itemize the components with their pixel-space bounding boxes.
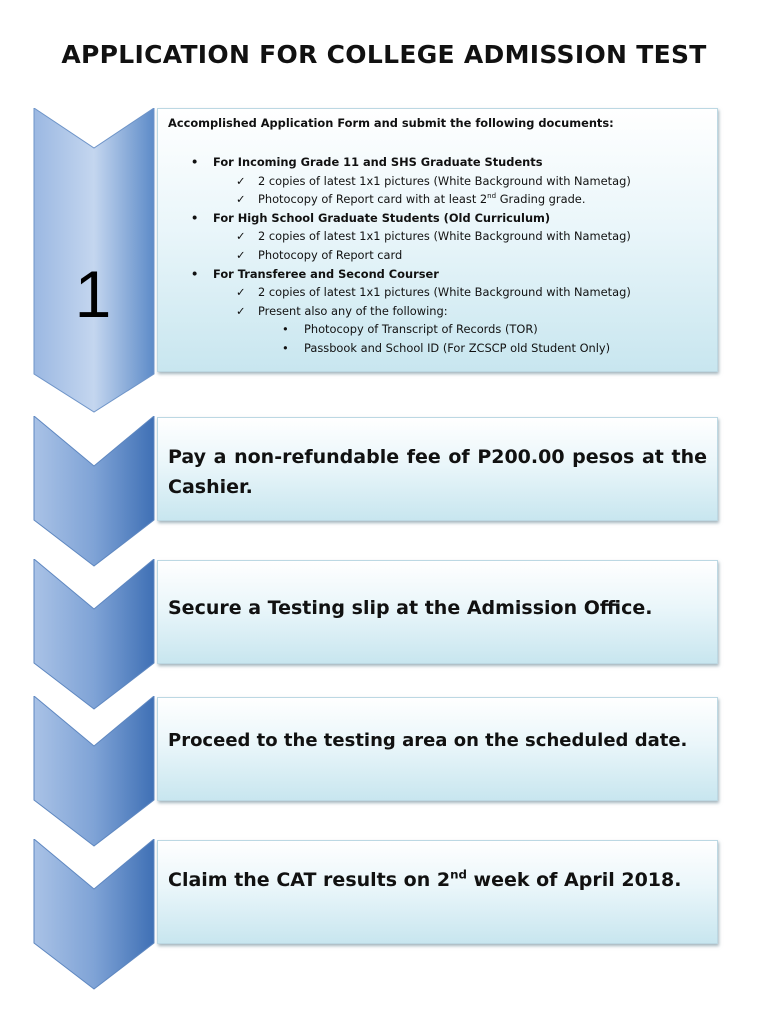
group-title: For Transferee and Second Courser — [213, 266, 439, 281]
bullet-icon: • — [191, 266, 199, 281]
list-item — [168, 227, 707, 246]
checkmark-icon: ✓ — [236, 247, 246, 262]
list-item-text: 2 copies of latest 1x1 pictures (White Background with Nametag) — [258, 285, 631, 300]
step-2-chevron-arrow — [33, 416, 157, 568]
sub-list-item-text: Photocopy of Transcript of Records (TOR) — [304, 322, 538, 337]
bullet-icon: • — [191, 155, 199, 169]
bullet-icon: • — [282, 340, 289, 355]
step-5-chevron-arrow — [33, 839, 157, 991]
checkmark-icon: ✓ — [236, 173, 246, 188]
group-incoming-grade-11 — [168, 153, 707, 172]
step-2-box — [157, 417, 718, 521]
bullet-icon: • — [282, 322, 289, 337]
list-item-text: Photocopy of Report card — [258, 247, 403, 262]
group-transferee — [168, 265, 707, 284]
list-item — [168, 246, 707, 265]
page-title: APPLICATION FOR COLLEGE ADMISSION TEST — [61, 40, 707, 69]
sub-list-item — [168, 339, 707, 358]
list-item — [168, 283, 707, 302]
step-4-text: Proceed to the testing area on the scheduled date. — [168, 730, 688, 751]
step-3-text: Secure a Testing slip at the Admission Office. — [168, 597, 653, 619]
checkmark-icon: ✓ — [236, 192, 246, 207]
step-4-chevron-arrow — [33, 696, 157, 848]
step-4-box — [157, 697, 718, 801]
group-title: For High School Graduate Students (Old Curriculum) — [213, 210, 551, 225]
sub-list-item-text: Passbook and School ID (For ZCSCP old Student Only) — [304, 340, 611, 355]
list-item-text: 2 copies of latest 1x1 pictures (White Background with Nametag) — [258, 229, 631, 244]
group-title: For Incoming Grade 11 and SHS Graduate Students — [213, 155, 543, 169]
checkmark-icon: ✓ — [236, 229, 246, 244]
step-1-box — [157, 108, 718, 372]
step-2-text: Pay a non-refundable fee of P200.00 pesos at the Cashier. — [168, 446, 707, 498]
list-item-text: 2 copies of latest 1x1 pictures (White Background with Nametag) — [258, 173, 631, 188]
step-3-box — [157, 560, 718, 664]
checkmark-icon: ✓ — [236, 303, 246, 318]
step-5-text: Claim the CAT results on 2nd week of April 2018. — [168, 867, 682, 891]
step-3-chevron-arrow — [33, 559, 157, 711]
list-item — [168, 172, 707, 191]
list-item-text: Photocopy of Report card with at least 2nd Grading grade. — [258, 191, 586, 207]
group-high-school-graduate — [168, 209, 707, 228]
checkmark-icon: ✓ — [236, 285, 246, 300]
sub-list-item — [168, 320, 707, 339]
list-item — [168, 302, 707, 321]
list-item-text: Present also any of the following: — [258, 303, 448, 318]
step-1-number: 1 — [74, 257, 112, 331]
step-5-box — [157, 840, 718, 944]
list-item — [168, 190, 707, 209]
step-1-heading: Accomplished Application Form and submit the following documents: — [168, 116, 614, 130]
bullet-icon: • — [191, 210, 199, 225]
